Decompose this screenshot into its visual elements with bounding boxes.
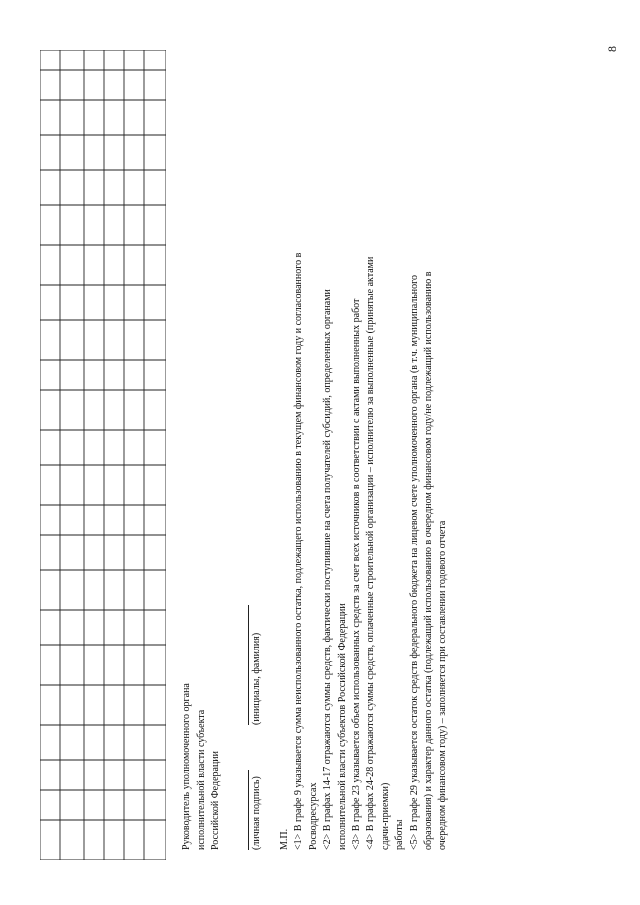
stamp-label: М.П.	[279, 828, 290, 850]
rotated-content	[40, 20, 630, 880]
signer-title-line1: Руководитель уполномоченного органа	[181, 683, 192, 850]
note-line: <2> В графах 14-17 отражаются суммы средств, фактически поступившие на счета получателей субсидий, определенных органами	[322, 289, 334, 850]
note-line: Росводресурсах	[307, 782, 319, 850]
signature-caption: (личная подпись)	[251, 776, 262, 850]
name-caption: (инициалы, фамилия)	[251, 632, 262, 725]
signature-line	[248, 770, 249, 850]
note-line: работы	[394, 819, 406, 850]
table-lines	[40, 50, 166, 860]
empty-table-grid	[40, 50, 166, 860]
note-line: исполнительной власти субъектов Российской Федерации	[336, 603, 348, 850]
note-line: <4> В графах 24-28 отражаются суммы средств, оплаченные строительной организации – исполнителю за выполненные (принятые актами сдачи-приемки)	[365, 256, 391, 850]
note-line: <5> В графе 29 указывается остаток средств федерального бюджета на лицевом счете уполномоченного органа (в т.ч. муниципального	[408, 274, 420, 850]
signature-block	[180, 683, 224, 850]
footnotes	[278, 250, 451, 850]
note-line: очередном финансовом году) – заполняется при составлении годового отчета	[437, 520, 449, 850]
signer-title-line3: Российской Федерации	[210, 750, 221, 850]
note-line: образования) и характер данного остатка (подлежащий использованию в очередном финансовом году/не подлежащий использованию в	[423, 271, 435, 850]
note-line: <3> В графе 23 указывается объем использованных средств за счет всех источников в соответствии с актами выполненных работ	[351, 298, 363, 850]
note-line: <1> В графе 9 указывается сумма неиспользованного остатка, подлежащего использованию в текущем финансовом году и согласованного в	[293, 252, 305, 850]
page-number: 8	[605, 46, 619, 52]
name-line	[248, 605, 249, 725]
signer-title-line2: исполнительной власти субъекта	[195, 709, 207, 850]
